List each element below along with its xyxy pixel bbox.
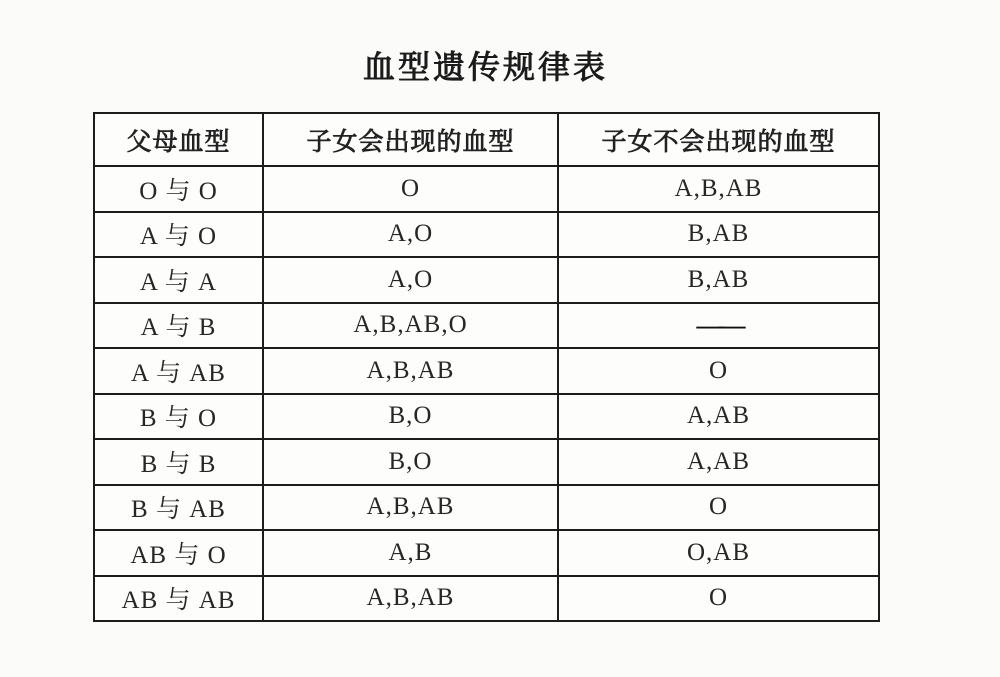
cell-parents: O 与 O [94, 166, 263, 212]
cell-possible: B,O [263, 394, 558, 440]
cell-possible: A,O [263, 212, 558, 258]
table-row [94, 394, 879, 440]
cell-possible: A,B,AB [263, 576, 558, 622]
table-row [94, 303, 879, 349]
cell-parents: B 与 O [94, 394, 263, 440]
cell-impossible: B,AB [558, 212, 879, 258]
table-row [94, 348, 879, 394]
cell-parents: AB 与 O [94, 530, 263, 576]
cell-possible: O [263, 166, 558, 212]
cell-possible: A,B,AB [263, 485, 558, 531]
cell-impossible: B,AB [558, 257, 879, 303]
header-cell-impossible: 子女不会出现的血型 [558, 113, 879, 166]
table-row [94, 166, 879, 212]
cell-possible: A,B [263, 530, 558, 576]
page-title: 血型遗传规律表 [362, 49, 608, 85]
cell-impossible: A,B,AB [558, 166, 879, 212]
cell-impossible: O [558, 576, 879, 622]
table-row [94, 439, 879, 485]
table-row [94, 576, 879, 622]
cell-possible: B,O [263, 439, 558, 485]
cell-impossible: O [558, 348, 879, 394]
table-row [94, 485, 879, 531]
cell-impossible: O [558, 485, 879, 531]
cell-possible: A,B,AB,O [263, 303, 558, 349]
cell-parents: AB 与 AB [94, 576, 263, 622]
cell-parents: A 与 AB [94, 348, 263, 394]
cell-parents: B 与 B [94, 439, 263, 485]
header-cell-parents: 父母血型 [94, 113, 263, 166]
cell-impossible: A,AB [558, 394, 879, 440]
table-body [94, 166, 879, 621]
cell-parents: B 与 AB [94, 485, 263, 531]
cell-possible: A,O [263, 257, 558, 303]
cell-parents: A 与 A [94, 257, 263, 303]
table-header-row [94, 113, 879, 166]
cell-possible: A,B,AB [263, 348, 558, 394]
table-row [94, 257, 879, 303]
table-row [94, 530, 879, 576]
header-cell-possible: 子女会出现的血型 [263, 113, 558, 166]
cell-impossible: O,AB [558, 530, 879, 576]
cell-impossible: —— [558, 303, 879, 349]
table-row [94, 212, 879, 258]
blood-type-table [93, 112, 880, 622]
cell-parents: A 与 O [94, 212, 263, 258]
cell-parents: A 与 B [94, 303, 263, 349]
cell-impossible: A,AB [558, 439, 879, 485]
